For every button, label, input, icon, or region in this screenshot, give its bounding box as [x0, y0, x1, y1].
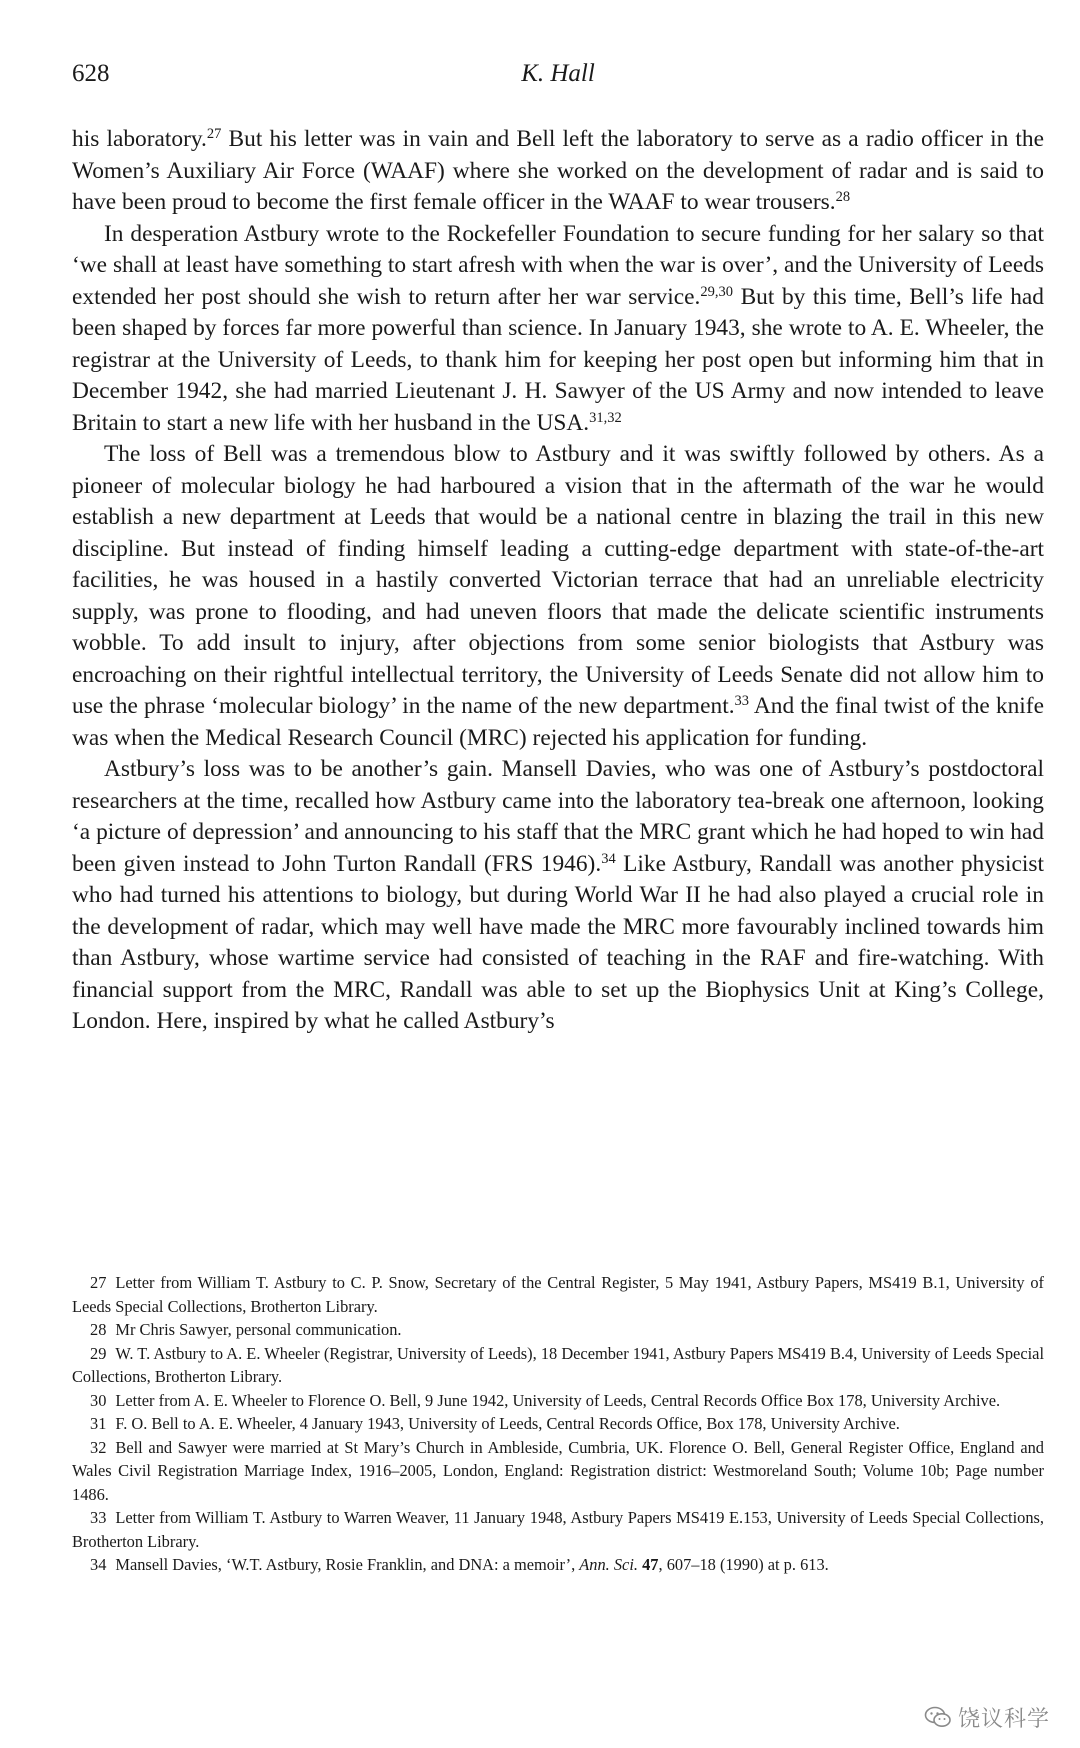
text-run: Astbury’s loss was to be another’s gain. Mansell Davies, who was one of Astbury’s postdoctoral researchers at the time, recalled how Astbury came into the laboratory tea-break one afternoon, looking ‘a picture of depression’ and announcing to his staff that the MRC grant which he had hoped to win had been given instead to John Turton Randall (FRS 1946). — [72, 756, 1044, 877]
journal-title: Ann. Sci. — [579, 1555, 638, 1574]
footnote — [72, 1271, 1044, 1318]
footnote-ref-29-30[interactable]: 29,30 — [700, 283, 733, 300]
footnote — [72, 1389, 1044, 1413]
footnote-number: 30 — [90, 1390, 107, 1410]
footnote-ref-33[interactable]: 33 — [734, 693, 750, 710]
paragraph-3 — [72, 439, 1044, 754]
footnote-number: 31 — [90, 1414, 107, 1433]
footnote-number: 28 — [90, 1320, 107, 1339]
footnote-text: Letter from William T. Astbury to Warren Weaver, 11 January 1948, Astbury Papers MS419 E.153, University of Leeds Special Collections, Brotherton Library. — [72, 1508, 1044, 1551]
footnote-text: Mansell Davies, ‘W.T. Astbury, Rosie Franklin, and DNA: a memoir’, — [115, 1555, 580, 1574]
footnote-number: 27 — [90, 1273, 107, 1292]
page-number: 628 — [72, 60, 110, 87]
footnote-ref-28[interactable]: 28 — [835, 189, 851, 206]
footnote — [72, 1318, 1044, 1342]
watermark — [924, 1700, 1050, 1734]
footnote — [72, 1553, 1044, 1577]
footnote-text: Bell and Sawyer were married at St Mary’s Church in Ambleside, Cumbria, UK. Florence O. Bell, General Register Office, England and Wales Civil Registration Marriage Index, 1916–2005, London, England: Registration district: Westmoreland South; Volume 10b; Page number 1486. — [72, 1437, 1044, 1504]
paragraph-2 — [72, 219, 1044, 440]
text-run: his laboratory. — [72, 126, 207, 152]
text-run: But his letter was in vain and Bell left the laboratory to serve as a radio officer in the Women’s Auxiliary Air Force (WAAF) where she worked on the development of radar and is said to have been proud to become the first female officer in the WAAF to wear trousers. — [72, 126, 1045, 215]
footnote — [72, 1412, 1044, 1436]
text-run: But by this time, Bell’s life had been shaped by forces far more powerful than science. In January 1943, she wrote to A. E. Wheeler, the registrar at the University of Leeds, to thank him for keeping her post open but informing him that in December 1942, she had married Lieutenant J. H. Sawyer of the US Army and now intended to leave Britain to start a new life with her husband in the USA. — [72, 283, 1044, 436]
journal-volume: 47 — [642, 1555, 659, 1574]
footnote-text: , 607–18 (1990) at p. 613. — [658, 1555, 829, 1574]
footnote-text: W. T. Astbury to A. E. Wheeler (Registrar, University of Leeds), 18 December 1941, Astbury Papers MS419 B.4, University of Leeds Special Collections, Brotherton Library. — [72, 1343, 1044, 1386]
footnote-number: 32 — [90, 1437, 107, 1457]
text-run: In desperation Astbury wrote to the Rockefeller Foundation to secure funding for her salary so that ‘we shall at least have something to start afresh with when the war is over’, and the University of Leeds extended her post should she wish to return after her war service. — [72, 220, 1044, 310]
paragraph-4 — [72, 754, 1044, 1038]
running-header — [72, 60, 1044, 96]
footnote-text: Letter from William T. Astbury to C. P. Snow, Secretary of the Central Register, 5 May 1941, Astbury Papers, MS419 B.1, University of Leeds Special Collections, Brotherton Library. — [72, 1273, 1044, 1316]
running-head-author: K. Hall — [521, 60, 595, 87]
text-run: Like Astbury, Randall was another physicist who had turned his attentions to biology, but during World War II he had also played a crucial role in the development of radar, which may well have made the MRC more favourably inclined towards him than Astbury, whose wartime service had consisted of teaching in the RAF and fire-watching. With financial support from the MRC, Randall was able to set up the Biophysics Unit at King’s College, London. Here, inspired by what he called Astbury’s — [72, 850, 1044, 1034]
footnote — [72, 1506, 1044, 1553]
document-page — [72, 0, 1044, 1748]
footnote — [72, 1436, 1044, 1507]
body-text — [72, 124, 1044, 1038]
footnote-number: 29 — [90, 1343, 107, 1363]
footnote-number: 33 — [90, 1508, 107, 1527]
footnote-ref-31-32[interactable]: 31,32 — [589, 409, 622, 426]
watermark-label: 饶议科学 — [957, 1706, 1050, 1732]
footnote-text: F. O. Bell to A. E. Wheeler, 4 January 1943, University of Leeds, Central Records Office, Box 178, University Archive. — [115, 1414, 900, 1433]
footnote-ref-27[interactable]: 27 — [206, 126, 222, 143]
footnotes — [72, 1271, 1044, 1577]
footnote-ref-34[interactable]: 34 — [601, 850, 616, 867]
footnote-number: 34 — [90, 1555, 107, 1574]
text-run: The loss of Bell was a tremendous blow to Astbury and it was swiftly followed by others. As a pioneer of molecular biology he had harboured a vision that in the aftermath of the war he would establish a new department at Leeds that would be a national centre in blazing the trail in this new discipline. But instead of finding himself leading a cutting-edge department with state-of-the-art facilities, he was housed in a hastily converted Victorian terrace that had an unreliable electricity supply, was prone to flooding, and had uneven floors that made the delicate scientific instruments wobble. To add insult to injury, after objections from some senior biologists that Astbury was encroaching on their rightful intellectual territory, the University of Leeds Senate did not allow him to use the phrase ‘molecular biology’ in the name of the new department. — [72, 441, 1044, 719]
footnote-text: Letter from A. E. Wheeler to Florence O. Bell, 9 June 1942, University of Leeds, Central Records Office Box 178, University Archive. — [115, 1390, 1001, 1410]
wechat-icon — [924, 1705, 952, 1729]
footnote-text: Mr Chris Sawyer, personal communication. — [115, 1320, 402, 1339]
text-run: And the final twist of the knife was when the Medical Research Council (MRC) rejected his application for funding. — [72, 693, 1044, 751]
paragraph-1 — [72, 124, 1044, 219]
footnote — [72, 1342, 1044, 1389]
